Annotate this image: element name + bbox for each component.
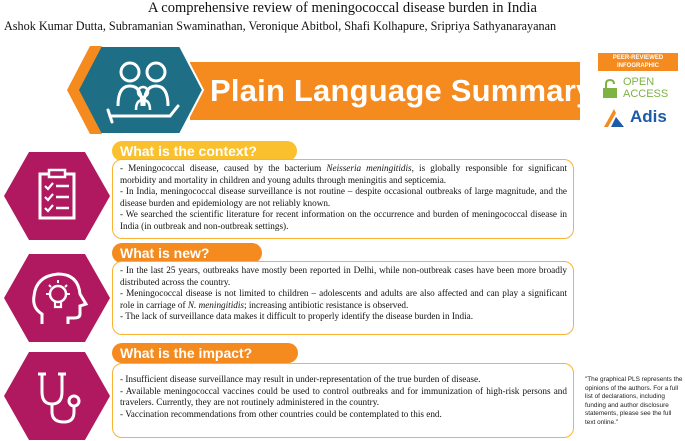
section-new-heading: What is new?	[112, 243, 262, 263]
author-list: Ashok Kumar Dutta, Subramanian Swaminathan, Veronique Abitbol, Shafi Kolhapure, Sripriya Sathyanarayanan	[4, 19, 557, 33]
impact-bullet-2: - Available meningococcal vaccines could be used to control outbreaks and for immunization of high-risk persons and travelers. Currently, they are not routinely administered in the country.	[120, 385, 567, 408]
peer-reviewed-badge: PEER-REVIEWED INFOGRAPHIC	[598, 53, 678, 71]
section-impact-heading: What is the impact?	[112, 343, 298, 363]
disclaimer-note: "The graphical PLS represents the opinions of the authors. For a full list of declarations, including funding and author disclosure statements, please see the full text online."	[585, 376, 683, 426]
family-hospital-icon	[60, 44, 205, 136]
open-access-line2: ACCESS	[623, 88, 669, 100]
adis-logo-icon	[602, 108, 626, 128]
head-lightbulb-icon	[2, 252, 112, 344]
impact-bullet-3: - Vaccination recommendations from other countries could be contemplated to this end.	[120, 408, 442, 419]
context-bullet-2: - In India, meningococcal disease surveillance is not routine – despite occasional outbreaks of large magnitude, and the disease burden and epidemiology are not reliably known.	[120, 186, 567, 208]
open-access-line1: OPEN	[623, 76, 655, 88]
section-new-text	[112, 261, 574, 335]
section-impact-text	[112, 363, 574, 438]
new-bullet-3: - The lack of surveillance data makes it difficult to properly identify the disease burden in India.	[120, 311, 474, 322]
context-bullet-1: - Meningococcal disease, caused by the bacterium Neisseria meningitidis, is globally responsible for significant morbidity and mortality in children and young adults through meningitis and septicemia.	[120, 163, 568, 185]
page-title: A comprehensive review of meningococcal disease burden in India	[148, 0, 537, 16]
publisher-name: Adis	[630, 107, 667, 126]
new-bullet-2: - Meningococcal disease is not limited to children – adolescents and adults are also affected and can play a significant role in carriage of N. meningitidis; increasing antibiotic resistance is observed.	[120, 288, 567, 310]
open-lock-icon	[602, 79, 618, 99]
checklist-icon	[2, 150, 112, 242]
context-bullet-3: - We searched the scientific literature for recent information on the occurrence and burden of meningococcal disease in India (in outbreak and non-outbreak settings).	[120, 209, 567, 231]
section-context-heading: What is the context?	[112, 141, 297, 161]
impact-bullet-1: - Insufficient disease surveillance may result in under-representation of the true burden of disease.	[120, 374, 481, 384]
banner-heading: Plain Language Summary	[210, 73, 594, 108]
open-access-label	[623, 76, 668, 100]
section-context-text	[112, 159, 574, 239]
new-bullet-1: - In the last 25 years, outbreaks have mostly been reported in Delhi, while non-outbreak cases have been more broadly distributed across the country.	[120, 265, 567, 287]
stethoscope-icon	[2, 350, 112, 441]
